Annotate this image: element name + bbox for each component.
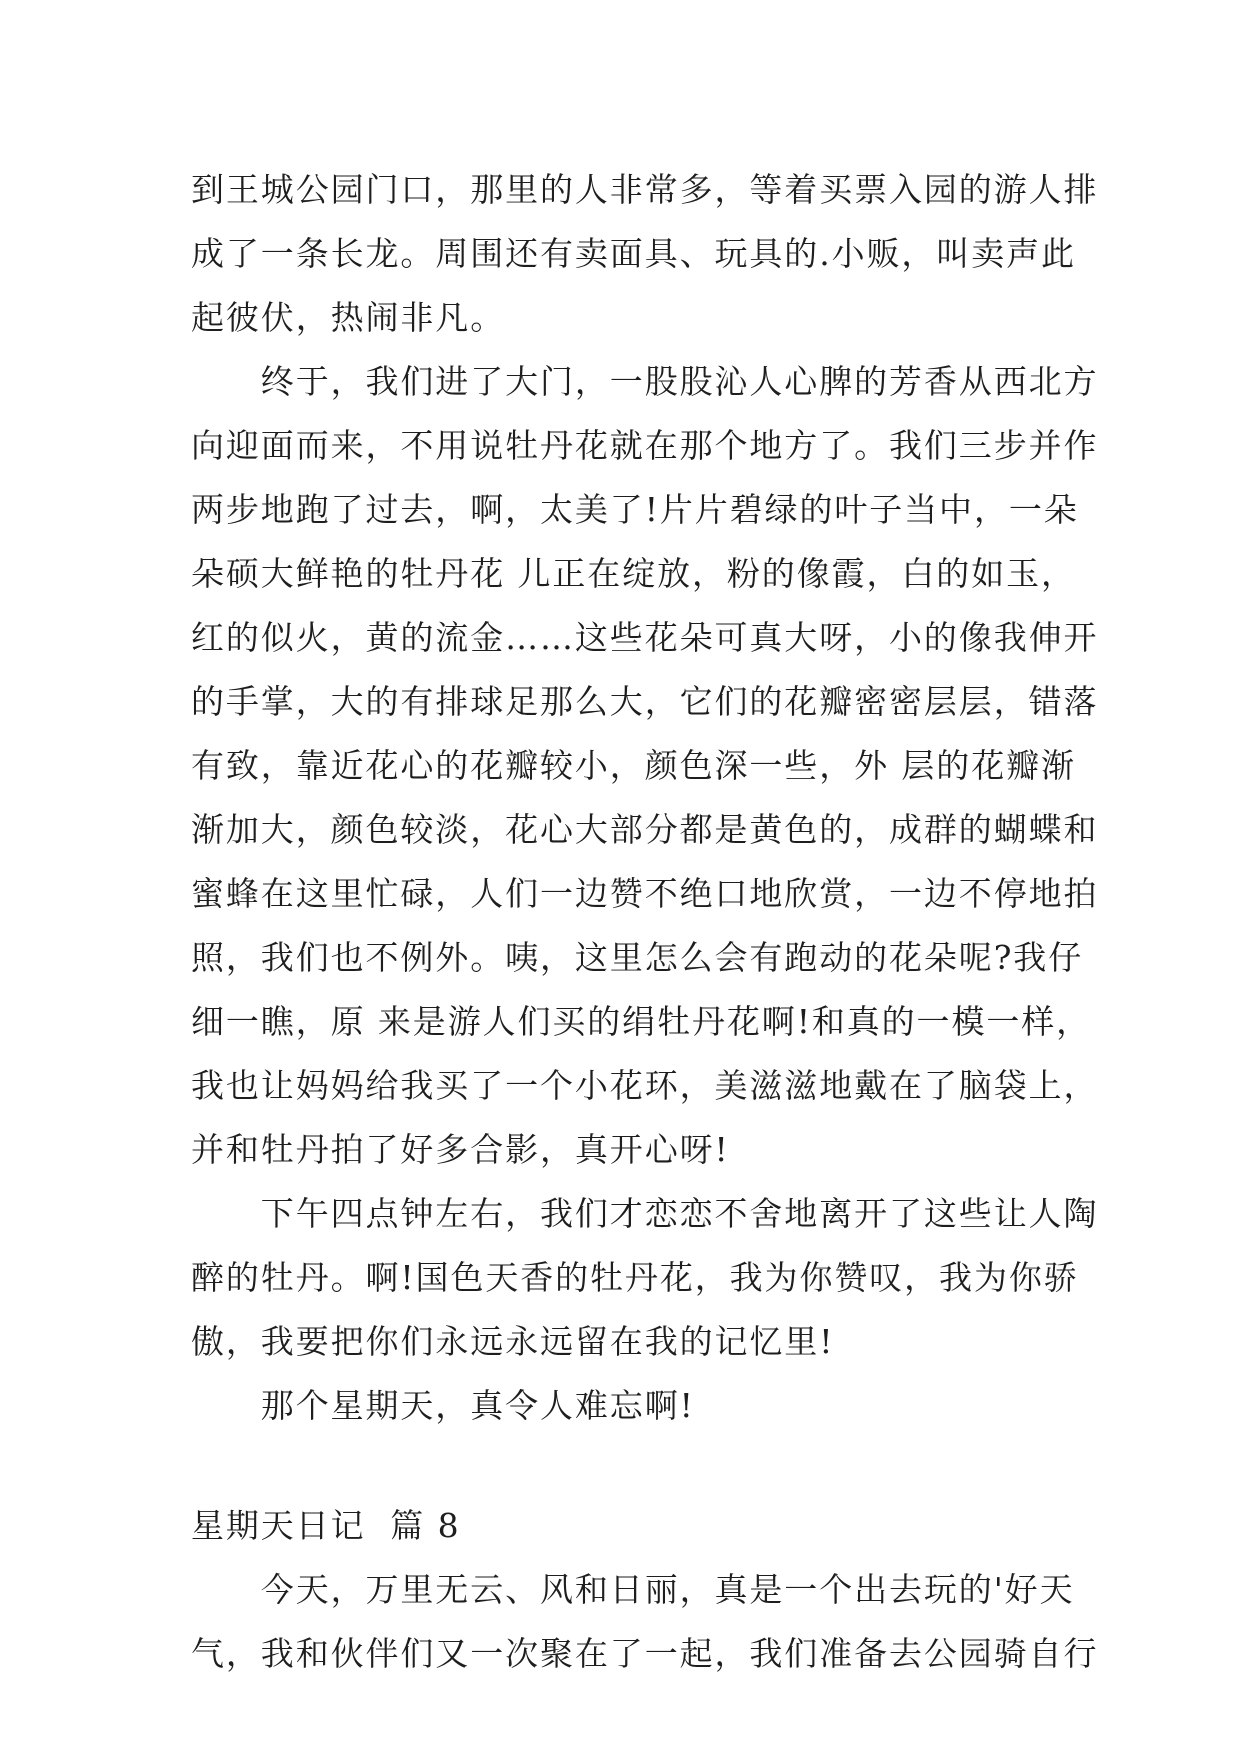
text-line: 并和牡丹拍了好多合影，真开心呀! [191,1130,730,1169]
text-line: 今天，万里无云、风和日丽，真是一个出去玩的'好天 [191,1570,1075,1609]
text-line: 的手掌，大的有排球足那么大，它们的花瓣密密层层，错落 [191,682,1099,721]
text-line: 气，我和伙伴们又一次聚在了一起，我们准备去公园骑自行 [191,1634,1099,1673]
text-line: 有致，靠近花心的花瓣较小，颜色深一些，外 层的花瓣渐 [191,746,1076,785]
section-heading-block [191,1494,1099,1686]
text-line: 下午四点钟左右，我们才恋恋不舍地离开了这些让人陶 [191,1194,1099,1233]
text-line: 两步地跑了过去，啊，太美了!片片碧绿的叶子当中，一朵 [191,490,1079,529]
text-line: 成了一条长龙。周围还有卖面具、玩具的.小贩，叫卖声此 [191,234,1076,273]
text-line: 渐加大，颜色较淡，花心大部分都是黄色的，成群的蝴蝶和 [191,810,1099,849]
text-line: 起彼伏，热闹非凡。 [191,298,506,337]
text-line: 醉的牡丹。啊!国色天香的牡丹花，我为你赞叹，我为你骄 [191,1258,1079,1297]
text-line: 朵硕大鲜艳的牡丹花 儿正在绽放，粉的像霞，白的如玉， [191,554,1076,593]
text-line: 那个星期天，真令人难忘啊! [191,1386,695,1425]
text-line: 蜜蜂在这里忙碌，人们一边赞不绝口地欣赏，一边不停地拍 [191,874,1099,913]
section-heading: 星期天日记 篇 8 [191,1506,461,1545]
text-line: 向迎面而来，不用说牡丹花就在那个地方了。我们三步并作 [191,426,1099,465]
text-line: 细一瞧，原 来是游人们买的绢牡丹花啊!和真的一模一样， [191,1002,1092,1041]
text-line: 傲，我要把你们永远永远留在我的记忆里! [191,1322,835,1361]
document-body [191,158,1099,1686]
text-line: 终于，我们进了大门，一股股沁人心脾的芳香从西北方 [191,362,1099,401]
text-line: 到王城公园门口，那里的人非常多，等着买票入园的游人排 [191,170,1099,209]
text-line: 红的似火，黄的流金……这些花朵可真大呀，小的像我伸开 [191,618,1099,657]
text-line: 我也让妈妈给我买了一个小花环，美滋滋地戴在了脑袋上， [191,1066,1099,1105]
text-line: 照，我们也不例外。咦，这里怎么会有跑动的花朵呢?我仔 [191,938,1084,977]
